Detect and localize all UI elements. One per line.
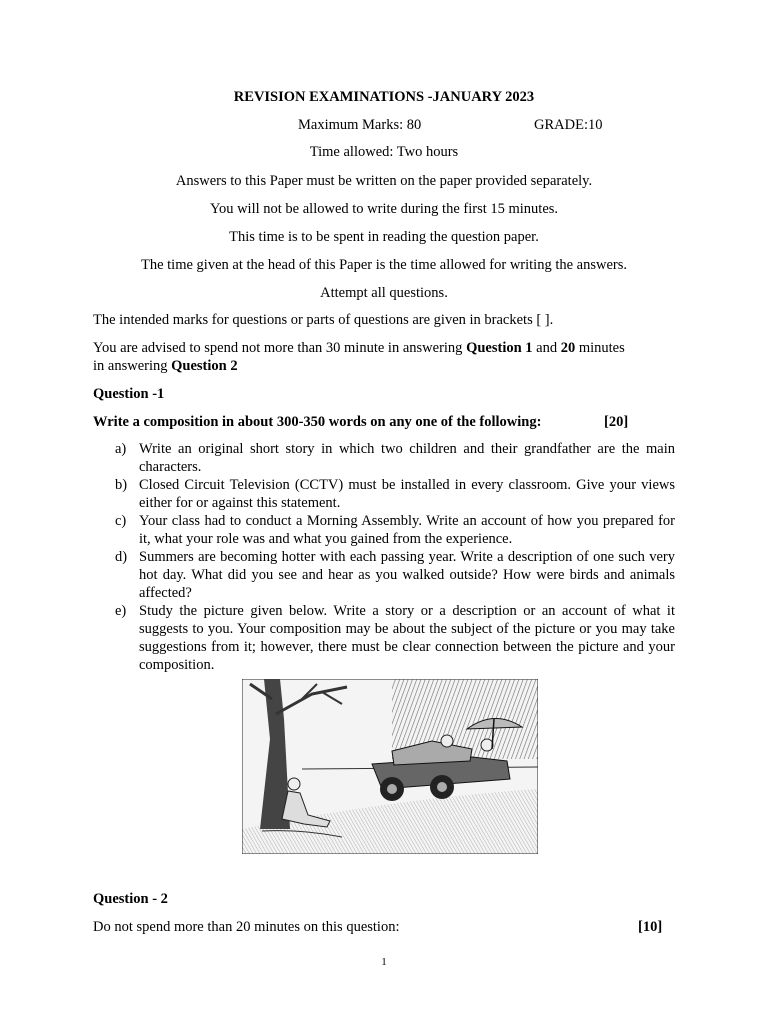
composition-options — [93, 440, 675, 674]
time-allowed: Time allowed: Two hours — [309, 144, 459, 160]
twenty-minutes: 20 — [560, 340, 576, 356]
list-item: d) Summers are becoming hotter with each passing year. Write a description of one such very hot day. What did you see and hear as you walked outside? How were birds and animals affected? — [115, 549, 675, 601]
instruction-line: Answers to this Paper must be written on the paper provided separately. — [175, 173, 593, 189]
question-1-prompt: Write a composition in about 300-350 words on any one of the following: — [93, 414, 542, 430]
exam-title: REVISION EXAMINATIONS -JANUARY 2023 — [233, 89, 535, 105]
marks-note: The intended marks for questions or parts of questions are given in brackets [ ]. — [93, 312, 554, 328]
instruction-line: Attempt all questions. — [320, 285, 448, 301]
list-item: c) Your class had to conduct a Morning Assembly. Write an account of how you prepared for it, what your role was and what you gained from the experience. — [115, 513, 675, 547]
list-item: a) Write an original short story in which two children and their grandfather are the main characters. — [115, 441, 675, 475]
question-1-heading: Question -1 — [93, 386, 165, 402]
question-2-heading: Question - 2 — [93, 891, 168, 907]
question-2-marks: [10] — [638, 919, 663, 935]
question-2-prompt: Do not spend more than 20 minutes on this question: — [93, 919, 400, 935]
page-number: 1 — [381, 956, 387, 968]
question-2-ref: Question 2 — [171, 358, 238, 374]
instruction-line: This time is to be spent in reading the question paper. — [229, 229, 539, 245]
time-advice: You are advised to spend not more than 30 minute in answering Question 1 and 20 minutes in answering Question 2 — [93, 340, 625, 374]
maximum-marks: Maximum Marks: 80 — [298, 117, 422, 133]
question-1-ref: Question 1 — [466, 340, 533, 356]
list-item: e) Study the picture given below. Write a story or a description or an account of what it suggests to you. Your composition may be about the subject of the picture or you may take suggestions from it; however, there must be clear connection between the picture and your composition. — [115, 603, 675, 673]
list-item: b) Closed Circuit Television (CCTV) must be installed in every classroom. Give your views either for or against this statement. — [115, 477, 675, 511]
instruction-line: You will not be allowed to write during the first 15 minutes. — [209, 201, 559, 217]
question-1-marks: [20] — [604, 414, 629, 430]
instruction-line: The time given at the head of this Paper is the time allowed for writing the answers. — [140, 257, 628, 273]
composition-picture — [242, 679, 538, 854]
grade: GRADE:10 — [534, 117, 603, 133]
marks-grade-row — [298, 116, 618, 134]
